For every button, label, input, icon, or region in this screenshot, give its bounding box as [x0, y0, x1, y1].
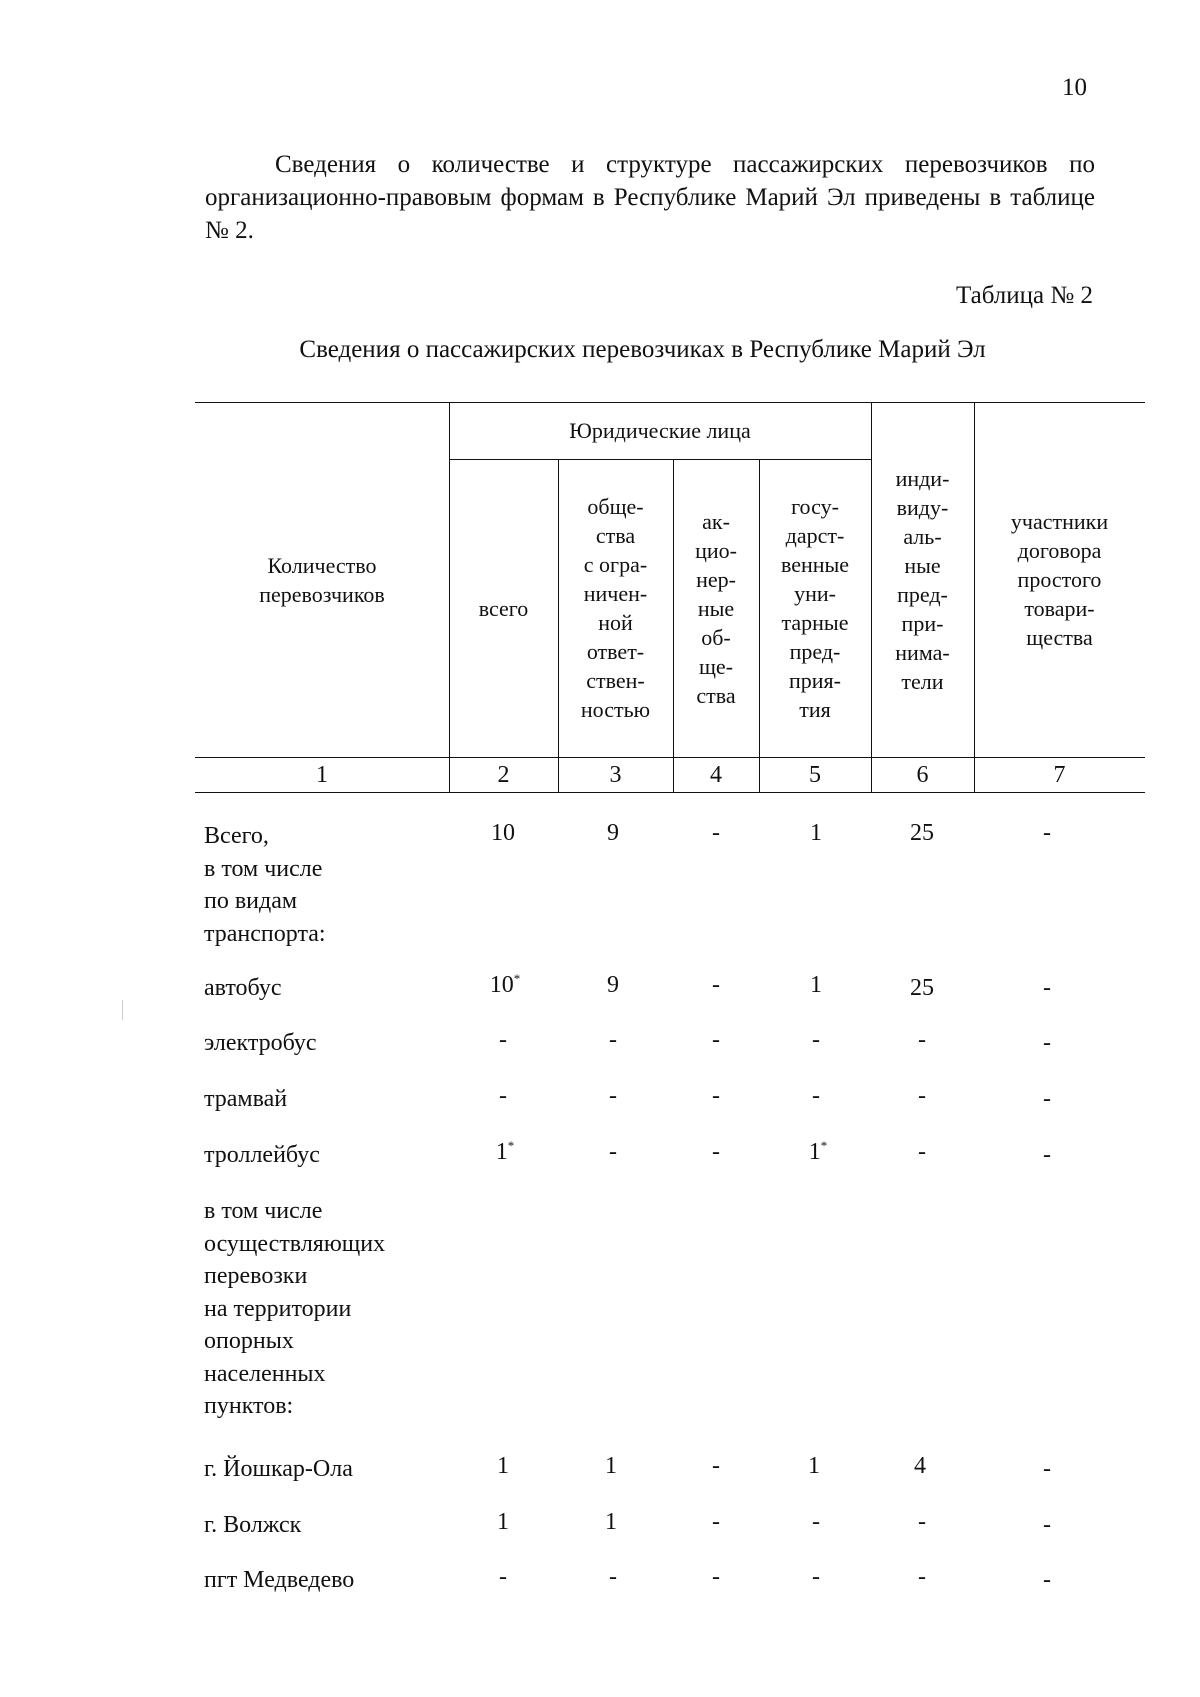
column-numbers-bottom-rule — [195, 792, 1145, 793]
row-label: пгт Медведево — [204, 1567, 355, 1593]
row-label: г. Йошкар-Ола — [204, 1456, 353, 1482]
cell-sue: - — [812, 1027, 820, 1053]
cell-total — [475, 972, 535, 999]
header-sue: госу- дарст- венные уни- тарные пред- прия- тия — [780, 494, 850, 722]
header-partners: участники договора простого товари- щества — [1010, 509, 1109, 650]
header-llc: обще- ства с огра- ничен- ной ответ- ствен- ностью — [580, 494, 651, 722]
header-legal-entities: Юридические лица — [569, 418, 751, 443]
cell-sue: - — [812, 1083, 820, 1109]
intro-paragraph: Сведения о количестве и структуре пассажирских перевозчиков по организационно-правовым формам в Республике Марий Эл приведены в таблице № 2. — [205, 151, 1095, 244]
row-label: троллейбус — [204, 1142, 320, 1168]
cell-llc: 1 — [605, 1509, 617, 1535]
column-number-2: 2 — [497, 761, 510, 788]
cell-jsc: - — [712, 1453, 720, 1479]
cell-jsc: - — [712, 1564, 720, 1590]
cell-jsc: - — [712, 1509, 720, 1535]
cell-llc: 1 — [605, 1453, 617, 1479]
header-carriers: Количество перевозчиков — [259, 552, 385, 607]
row-label: г. Волжск — [204, 1512, 302, 1538]
cell-partners: - — [1043, 1142, 1051, 1168]
header-total: всего — [478, 595, 529, 621]
cell-sue: 1 — [810, 972, 822, 998]
cell-ie: 4 — [914, 1453, 926, 1479]
header-bottom-rule — [195, 757, 1145, 758]
table-label: Таблица № 2 — [955, 282, 1093, 309]
cell-ie: - — [918, 1139, 926, 1165]
cell-jsc: - — [712, 820, 720, 846]
cell-llc: - — [609, 1139, 617, 1165]
cell-total — [475, 1139, 535, 1166]
cell-partners: - — [1043, 820, 1051, 846]
header-jsc: ак- цио- нер- ные об- ще- ства — [695, 508, 737, 708]
cell-jsc: - — [712, 972, 720, 998]
cell-llc: 9 — [607, 820, 619, 846]
cell-partners: - — [1043, 1567, 1051, 1593]
cell-sue: 1 — [808, 1453, 820, 1479]
cell-ie: - — [918, 1564, 926, 1590]
cell-llc: - — [609, 1027, 617, 1053]
cell-value: 1 — [808, 1139, 821, 1165]
cell-partners: - — [1043, 1512, 1051, 1538]
cell-jsc: - — [712, 1083, 720, 1109]
row-label: электробус — [204, 1030, 317, 1056]
table-title: Сведения о пассажирских перевозчиках в Республике Марий Эл — [299, 336, 986, 363]
cell-total: - — [499, 1083, 507, 1109]
cell-total: 1 — [497, 1453, 509, 1479]
cell-total: - — [499, 1027, 507, 1053]
page-number: 10 — [1062, 74, 1087, 101]
cell-jsc: - — [712, 1027, 720, 1053]
cell-total: - — [499, 1564, 507, 1590]
footnote-mark: * — [820, 1138, 828, 1153]
cell-ie: 25 — [910, 820, 934, 846]
cell-total: 1 — [497, 1509, 509, 1535]
row-label: трамвай — [204, 1086, 288, 1112]
cell-partners: - — [1043, 975, 1051, 1001]
cell-partners: - — [1043, 1086, 1051, 1112]
column-number-7: 7 — [1053, 761, 1066, 788]
cell-ie: - — [918, 1027, 926, 1053]
column-number-4: 4 — [710, 761, 722, 788]
row-label: в том числе осуществляющих перевозки на территории опорных населенных пунктов: — [204, 1198, 386, 1419]
cell-total: 10 — [491, 820, 515, 846]
cell-value: 1 — [495, 1139, 508, 1165]
row-label: автобус — [204, 975, 282, 1001]
cell-llc: 9 — [607, 972, 619, 998]
column-number-1: 1 — [316, 761, 328, 788]
column-number-6: 6 — [916, 761, 929, 788]
cell-partners: - — [1043, 1030, 1051, 1056]
footnote-mark: * — [507, 1138, 515, 1153]
cell-jsc: - — [712, 1139, 720, 1165]
footnote-mark: * — [513, 971, 521, 986]
column-number-3: 3 — [609, 761, 622, 788]
column-number-5: 5 — [809, 761, 821, 788]
cell-ie: - — [918, 1083, 926, 1109]
row-label: Всего, в том числе по видам транспорта: — [204, 823, 326, 947]
cell-sue: 1 — [810, 820, 822, 846]
cell-partners: - — [1043, 1456, 1051, 1482]
cell-ie: - — [918, 1509, 926, 1535]
cell-value: 10 — [489, 972, 514, 998]
cell-llc: - — [609, 1083, 617, 1109]
cell-sue: - — [812, 1509, 820, 1535]
cell-sue: - — [812, 1564, 820, 1590]
header-ie: инди- виду- аль- ные пред- при- нима- тели — [895, 465, 950, 694]
scan-margin-mark — [122, 1000, 123, 1020]
cell-ie: 25 — [910, 975, 934, 1001]
cell-llc: - — [609, 1564, 617, 1590]
cell-sue — [788, 1139, 848, 1166]
